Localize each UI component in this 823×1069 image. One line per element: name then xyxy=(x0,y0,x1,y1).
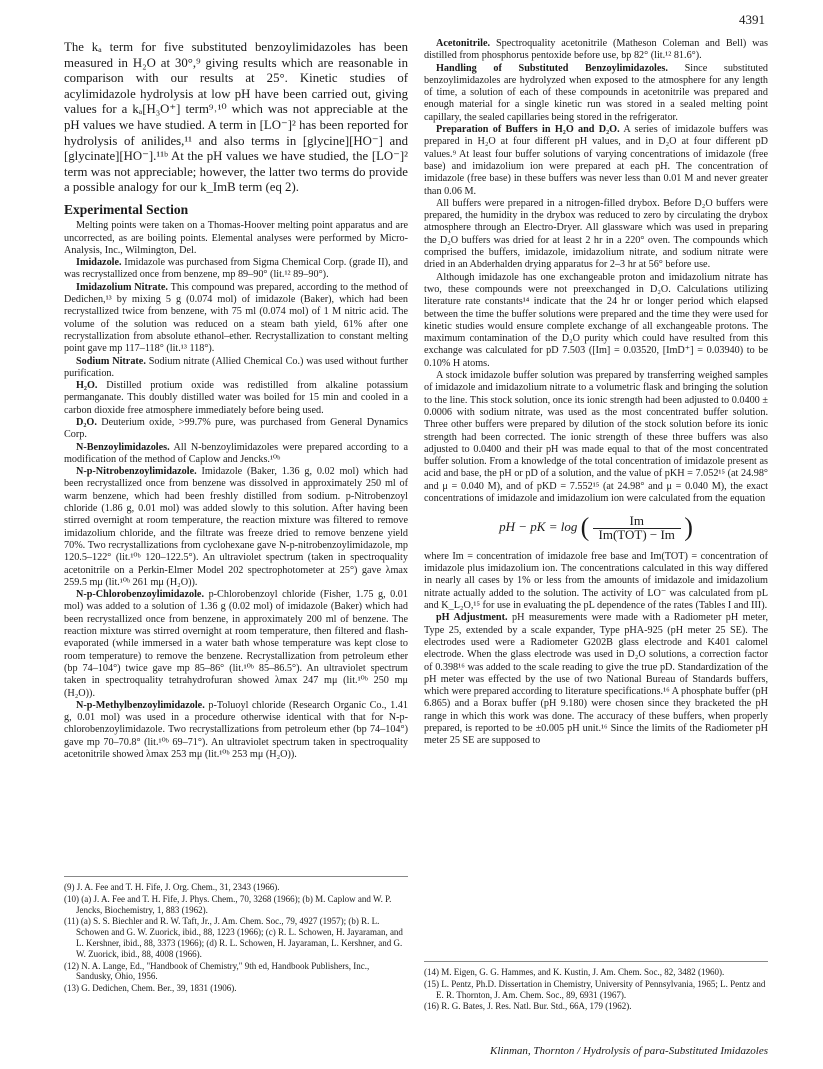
right-paragraphs-before-equation xyxy=(424,38,768,505)
page-number: 4391 xyxy=(739,12,765,27)
paragraph xyxy=(424,198,768,272)
paragraph-text: Since substituted benzoylimidazoles are hydrolyzed when exposed to the atmosphere for any length of time, a solution of each of these compounds in acetonitrile was prepared and enough material for a single kinetic run was stored in a sealed melting point capillary, the sealed capillaries being stored in the refrigerator. xyxy=(424,62,769,123)
running-footer: Klinman, Thornton / Hydrolysis of para-Substituted Imidazoles xyxy=(490,1045,768,1057)
footnote: (11) (a) S. S. Biechler and R. W. Taft, Jr., J. Am. Chem. Soc., 79, 4927 (1957); (b) R. L. Schowen and G. W. Zuorick, ibid., 88, 1223 (1966); (c) R. L. Schowen, H. Jayaraman, and L. Kershner, ibid., 88, 3373 (1966); (d) R. L. Schowen, H. Jayaraman, L. Kershner, and G. W. Zuorick, ibid., 88, 4008 (1966). xyxy=(64,916,403,959)
equation xyxy=(424,512,768,542)
paragraph-text: Melting points were taken on a Thomas-Hoover melting point apparatus and are uncorrected, as are boiling points. Elemental analyses were performed by Micro-Analysis, Inc., Wilmington, Del. xyxy=(64,220,408,256)
paragraph-text: All buffers were prepared in a nitrogen-filled drybox. Before D₂O buffers were prepared, the humidity in the drybox was reduced to zero by circulating the drybox atmosphere through an Electro-Dryer. All glassware which was used in preparing the D₂O buffers was dried for at least 2 hr in a 220° oven. The compounds which comprised the buffers, imidazole, imidazolium nitrate, and sodium nitrate were dried in an Abderhalden drying apparatus for 2–3 hr at 56° before use. xyxy=(424,197,768,271)
paragraph-heading: Acetonitrile. xyxy=(436,38,491,49)
paragraph xyxy=(424,612,768,747)
section-title: Experimental Section xyxy=(64,201,189,217)
equation-numerator: Im xyxy=(593,515,681,528)
paragraph-heading: Sodium Nitrate. xyxy=(76,355,146,367)
paragraph xyxy=(64,589,408,700)
paragraph xyxy=(64,356,408,381)
paragraph-text: This compound was prepared, according to the method of Dedichen,¹³ by mixing 5 g (0.074 mol) of imidazole (Baker), which had been recrystallized twice from benzene, with 75 ml (0.074 mol) of 1 M nitric acid. The volume of the solution was reduced on a steam bath yield, 61% after one recrystallization from absolute ethanol–ether. Recrystallization to constant melting point gave mp 117–118° (lit.¹³ 118°). xyxy=(64,281,408,355)
paragraph-heading: N-Benzoylimidazoles. xyxy=(76,441,170,453)
paragraph-heading: N-p-Nitrobenzoylimidazole. xyxy=(76,466,197,478)
paragraph-text: pH measurements were made with a Radiometer pH meter, Type 25, extended by a scale expander, Type pHA-925 (pH meter 25 SE). The electrodes used were a Radiometer G202B glass electrode and K401 calomel electrode. When the glass electrode was used in D₂O solutions, a correction factor of 0.398¹⁶ was added to the scale reading to give the true pD. Standardization of the pH meter was effected by the use of two National Bureau of Standards buffers, which were prepared according to literature specifications.¹⁶ A phosphate buffer (pH 6.865) and a Borax buffer (pH 9.180) were chosen since they bracketed the pH range in which this work was done. The accuracy of these buffers, when properly prepared, is reported to be ±0.005 pH unit.¹⁶ Since the limits of the Radiometer pH meter 25 SE are supposed to xyxy=(424,612,768,747)
equation-lhs: pH − pK = log xyxy=(499,519,578,535)
footnote: (13) G. Dedichen, Chem. Ber., 39, 1831 (1906). xyxy=(64,983,237,994)
paragraph xyxy=(424,370,768,505)
footnote: (14) M. Eigen, G. G. Hammes, and K. Kustin, J. Am. Chem. Soc., 82, 3482 (1960). xyxy=(424,967,725,977)
footnote: (12) N. A. Lange, Ed., "Handbook of Chemistry," 9th ed, Handbook Publishers, Inc., Sandusky, Ohio, 1956. xyxy=(64,960,370,982)
footnotes-right xyxy=(424,961,768,1013)
paragraph xyxy=(424,551,768,612)
paragraph xyxy=(64,220,408,257)
paragraph-heading: Handling of Substituted Benzoylimidazoles. xyxy=(436,62,668,74)
paragraph-text: A series of imidazole buffers was prepared in H₂O at four different pH values, and in D₂O at four different pD values.⁹ At least four buffer solutions of varying concentrations of imidazole (free base) and imidazolium ion were prepared at each pH. The concentration of imidazole (free base) in these buffers was never less than 0.01 M and never greater than 0.06 M. xyxy=(424,124,769,197)
experimental-paragraphs xyxy=(64,220,408,761)
paragraph xyxy=(64,380,408,417)
paragraph-text: A stock imidazole buffer solution was prepared by transferring weighed samples of imidazole and imidazolium nitrate to a volumetric flask and bringing the solution to the line. This stock solution, once its ionic strength had been adjusted to 0.0400 ± 0.0006 with sodium nitrate, was used as the most concentrated buffer solution. Three other buffers were prepared by dilution of the stock solution before its ionic strength had been corrected. The ionic strength of these three buffers was also adjusted to 0.0400 and their pH was made equal to that of the most concentrated buffer solution. From a knowledge of the total concentration of imidazole present as acid and base, the pH or pD of a solution, and the value of pKH = 7.052¹⁵ (at 24.98° and μ = 0.040 M), and of pKD = 7.552¹⁵ (at 24.98° and μ = 0.040 M), the exact concentrations of imidazole and imidazolium ion were calculated from the equation xyxy=(424,370,768,504)
paragraph-heading: H₂O. xyxy=(76,380,98,392)
right-paragraphs-after-equation xyxy=(424,551,768,748)
paragraph xyxy=(64,282,408,356)
paragraph-heading: N-p-Methylbenzoylimidazole. xyxy=(76,699,205,711)
paragraph-text: p-Chlorobenzoyl chloride (Fisher, 1.75 g, 0.01 mol) was added to a solution of 1.36 g (0.02 mol) of imidazole (Baker) which had been recrystallized once from benzene, in approximately 200 ml of benzene. The reaction mixture was stirred overnight at room temperature, then filtered and flash-evaporated (while immersed in a water bath whose temperature was kept close to room temperature) to remove the benzene. Recrystallization from petroleum ether (bp 74–104°) twice gave mp 85–86° (lit.¹⁰ᵇ 85–86.5°). An ultraviolet spectrum taken in spectroquality tetrahydrofuran showed λmax 247 mμ (lit.¹⁰ᵇ 250 mμ (H₂O)). xyxy=(64,589,408,699)
paragraph-heading: Preparation of Buffers in H₂O and D₂O. xyxy=(436,124,620,136)
equation-fraction xyxy=(593,515,681,541)
paragraph xyxy=(64,257,408,282)
paragraph xyxy=(64,466,408,589)
intro-paragraph: The kₐ term for five substituted benzoylimidazoles has been measured in H₂O at 30°,⁹ giving results which are reasonable in comparison with our results at 25°. Kinetic studies of acylimidazole hydrolysis at low pH have been carried out, giving values for a kₐ[H₃O⁺] term⁹˒¹⁰ which was not appreciable at the pH values we have studied. A term in [LO⁻]² has been reported for hydrolysis of anilides,¹¹ and also terms in [glycine][HO⁻] and [glycinate][HO⁻].¹¹ᵇ At the pH values we have studied, the [LO⁻]² term was not appreciable; however, the latter two terms do provide a possible analogy for our k_ImB term (eq 2). xyxy=(64,40,408,195)
paragraph-heading: D₂O. xyxy=(76,416,97,428)
paragraph xyxy=(64,700,408,761)
right-paren: ) xyxy=(684,512,693,542)
right-column xyxy=(424,38,768,748)
paragraph xyxy=(64,417,408,442)
paragraph xyxy=(424,272,768,370)
footnote: (10) (a) J. A. Fee and T. H. Fife, J. Phys. Chem., 70, 3268 (1966); (b) M. Caplow and W. P. Jencks, Biochemistry, 1, 883 (1962). xyxy=(64,893,392,915)
paragraph-text: Sodium nitrate (Allied Chemical Co.) was used without further purification. xyxy=(64,355,409,379)
paragraph xyxy=(64,442,408,467)
left-paren: ( xyxy=(580,512,590,542)
paragraph-text: p-Toluoyl chloride (Research Organic Co., 1.41 g, 0.01 mol) was used in a procedure otherwise identical with that for N-p-chlorobenzoylimidazole. Two recrystallizations from petroleum ether (bp 74–104°) gave mp 70–70.8° (lit.¹⁰ᵇ 69–71°). An ultraviolet spectrum taken in spectroquality acetonitrile showed λmax 253 mμ (lit.¹⁰ᵇ 253 mμ (H₂O)). xyxy=(64,699,409,760)
paragraph xyxy=(424,38,768,63)
paragraph-heading: pH Adjustment. xyxy=(436,612,508,624)
paragraph xyxy=(424,63,768,124)
paragraph-text: Deuterium oxide, >99.7% pure, was purchased from General Dynamics Corp. xyxy=(64,416,408,441)
paragraph-text: Imidazole was purchased from Sigma Chemical Corp. (grade II), and was recrystallized once from benzene, mp 89–90° (lit.¹² 89–90°). xyxy=(64,257,408,281)
paragraph-text: Although imidazole has one exchangeable proton and imidazolium nitrate has two, these compounds were not preexchanged in D₂O. Calculations utilizing literature rate constants¹⁴ indicate that the 24 hr or longer period which elapsed between the time the buffer solutions were prepared and the time they were used for kinetic studies would ensure complete exchange of all exchangeable protons. The maximum contamination of the D₂O purity which could have resulted from this exchange was calculated for pD 7.503 ([Im] = 0.03520, [ImD⁺] = 0.03940) to be 0.10% H atoms. xyxy=(424,271,768,369)
footnote: (16) R. G. Bates, J. Res. Natl. Bur. Std., 66A, 179 (1962). xyxy=(424,1001,632,1012)
paragraph-heading: N-p-Chlorobenzoylimidazole. xyxy=(76,589,205,601)
paragraph-text: Spectroquality acetonitrile (Matheson Coleman and Bell) was distilled from phosphorus pentoxide before use, bp 82° (lit.¹² 81.6°). xyxy=(424,38,768,62)
paragraph xyxy=(424,124,768,198)
paragraph-heading: Imidazole. xyxy=(76,257,122,269)
footnote: (15) L. Pentz, Ph.D. Dissertation in Chemistry, University of Pennsylvania, 1965; L. Pentz and E. R. Thornton, J. Am. Chem. Soc., 89, 6931 (1967). xyxy=(424,978,766,1000)
equation-denominator: Im(TOT) − Im xyxy=(598,526,675,542)
paragraph-text: Distilled protium oxide was redistilled from alkaline potassium permanganate. This doubly distilled water was boiled for 15 min and cooled in a carbon dioxide free atmosphere immediately before being used. xyxy=(64,380,408,416)
footnote: (9) J. A. Fee and T. H. Fife, J. Org. Chem., 31, 2343 (1966). xyxy=(64,882,280,892)
footnotes-left xyxy=(64,876,408,995)
paragraph-heading: Imidazolium Nitrate. xyxy=(76,281,168,293)
paragraph-text: Imidazole (Baker, 1.36 g, 0.02 mol) which had been recrystallized once from benzene was dissolved in approximately 250 ml of warm benzene, which had been freshly distilled from sodium. p-Nitrobenzoyl chloride (1.86 g, 0.01 mol) was added slowly to this solution. After having been stirred overnight at room temperature, the reaction mixture was filtered to remove imidazolium chloride, and the filtrate was freeze dried to remove benzene yield 70%. Two recrystallizations from cyclohexane gave N-p-nitrobenzoylimidazole, mp 120.5–122° (lit.¹⁰ᵇ 120–122.5°). An ultraviolet spectrum (taken in spectroquality acetonitrile on a Perkin-Elmer Model 202 spectrophotometer at 25°) gave λmax 259.5 mμ (lit.¹⁰ᵇ 261 mμ (H₂O)). xyxy=(64,466,408,588)
paragraph-text: All N-benzoylimidazoles were prepared according to a modification of the method of Caplow and Jencks.¹⁰ᵇ xyxy=(64,441,408,465)
left-column xyxy=(64,38,408,761)
paragraph-text: where Im = concentration of imidazole free base and Im(TOT) = concentration of imidazole plus imidazolium ion. The concentrations calculated in this way differed in nearly all cases by 1% or less from the amounts of imidazole and imidazolium nitrate actually added to the solution. The activity of LO⁻ was calculated from pL and K_L₂O,¹⁵ for use in evaluating the pL dependence of the rates (Tables I and III). xyxy=(424,550,768,612)
